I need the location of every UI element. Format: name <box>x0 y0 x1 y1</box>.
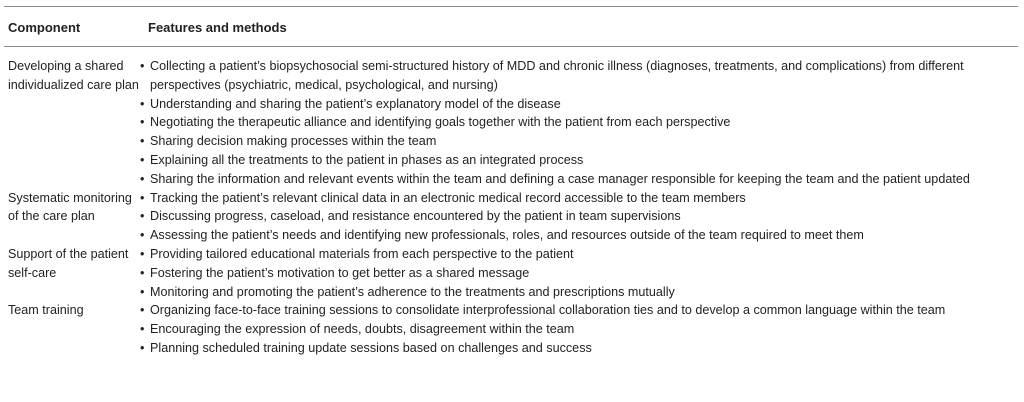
table-row <box>0 57 1024 189</box>
table-row <box>0 301 1024 357</box>
table-row <box>0 189 1024 245</box>
feature-item: • Sharing decision making processes within the team <box>140 132 1010 151</box>
feature-item: • Understanding and sharing the patient’s explanatory model of the disease <box>140 95 1010 114</box>
features-cell <box>140 189 1010 245</box>
feature-item: • Planning scheduled training update sessions based on challenges and success <box>140 339 1010 358</box>
feature-item: • Providing tailored educational materials from each perspective to the patient <box>140 245 1010 264</box>
component-cell <box>0 57 140 189</box>
feature-item: • Organizing face-to-face training sessions to consolidate interprofessional collaboration ties and to develop a common language within the team <box>140 301 1010 320</box>
features-cell <box>140 57 1010 189</box>
header-features: Features and methods <box>148 20 287 35</box>
component-label: Support of the patient self-care <box>8 246 129 280</box>
table-header-rule <box>4 46 1018 47</box>
component-cell <box>0 245 140 301</box>
feature-item: • Monitoring and promoting the patient’s adherence to the treatments and prescriptions mutually <box>140 283 1010 302</box>
component-cell <box>0 189 140 245</box>
component-label: Systematic monitoring of the care plan <box>8 190 132 224</box>
table-top-rule <box>4 6 1018 7</box>
feature-item: • Fostering the patient’s motivation to get better as a shared message <box>140 264 1010 283</box>
feature-item: • Collecting a patient’s biopsychosocial semi-structured history of MDD and chronic illness (diagnoses, treatments, and complications) from different perspectives (psychiatric, medical, psychological, and nursing) <box>140 57 1010 95</box>
features-cell <box>140 245 1010 301</box>
component-cell <box>0 301 140 357</box>
feature-item: • Encouraging the expression of needs, doubts, disagreement within the team <box>140 320 1010 339</box>
header-component: Component <box>8 20 81 35</box>
component-label: Team training <box>8 303 84 318</box>
table-body <box>0 57 1024 358</box>
features-cell <box>140 301 1010 357</box>
feature-item: • Discussing progress, caseload, and resistance encountered by the patient in team supervisions <box>140 207 1010 226</box>
feature-item: • Sharing the information and relevant events within the team and defining a case manager responsible for keeping the team and the patient updated <box>140 170 1010 189</box>
feature-item: • Assessing the patient’s needs and identifying new professionals, roles, and resources outside of the team required to meet them <box>140 226 1010 245</box>
component-label: Developing a shared individualized care plan <box>8 59 139 92</box>
feature-item: • Explaining all the treatments to the patient in phases as an integrated process <box>140 151 1010 170</box>
table-row <box>0 245 1024 301</box>
feature-item: • Negotiating the therapeutic alliance and identifying goals together with the patient from each perspective <box>140 113 1010 132</box>
feature-item: • Tracking the patient’s relevant clinical data in an electronic medical record accessible to the team members <box>140 189 1010 208</box>
